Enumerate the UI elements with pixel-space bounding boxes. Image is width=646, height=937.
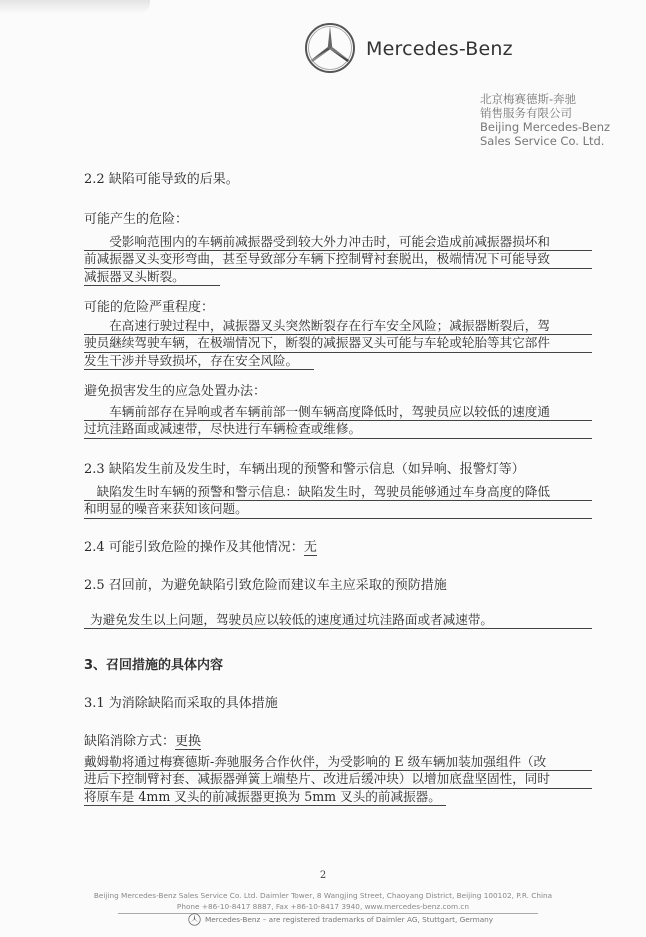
- measure-line: 进后下控制臂衬套、减振器弹簧上端垫片、改进后缓冲块）以增加底盘坚固性，同时: [84, 771, 592, 788]
- prevent-paragraph: [84, 612, 592, 629]
- footer-trademark: Mercedes-Benz – are registered trademarks of Daimler AG, Stuttgart, Germany: [205, 915, 494, 924]
- company-line: 北京梅赛德斯-奔驰: [480, 92, 577, 106]
- footer-trademark-row: [188, 913, 493, 926]
- prevent-line: 为避免发生以上问题，驾驶员应以较低的速度通过坑洼路面或者减速带。: [84, 612, 592, 629]
- page-corner-shadow: [0, 0, 150, 14]
- mercedes-star-small-icon: [188, 913, 201, 926]
- emergency-label: 避免损害发生的应急处置办法：: [84, 384, 267, 399]
- risk-line: 受影响范围内的车辆前减振器受到较大外力冲击时，可能会造成前减振器损坏和: [84, 234, 592, 251]
- warning-line: 缺陷发生时车辆的预警和警示信息：缺陷发生时，驾驶员能够通过车身高度的降低: [84, 484, 592, 501]
- risk-paragraph: [84, 234, 592, 286]
- footer-contact: Phone +86-10-8417 8887, Fax +86-10-8417 3940, www.mercedes-benz.com.cn: [176, 902, 470, 911]
- page-number: 2: [319, 870, 327, 881]
- method-label: 缺陷消除方式：: [84, 734, 176, 749]
- emergency-line: 过坑洼路面或减速带，尽快进行车辆检查或维修。: [84, 421, 592, 438]
- section-3-heading: 3、召回措施的具体内容: [84, 658, 224, 673]
- risk-line: 减振器叉头断裂。: [84, 269, 220, 286]
- section-2-3-heading: 2.3 缺陷发生前及发生时，车辆出现的预警和警示信息（如异响、报警灯等）: [84, 462, 525, 477]
- mercedes-star-logo-icon: [304, 22, 356, 74]
- section-2-4-value: 无: [303, 540, 317, 555]
- footer-address-block: [0, 890, 646, 912]
- severity-paragraph: [84, 318, 592, 370]
- emergency-paragraph: [84, 404, 592, 439]
- company-line: 销售服务有限公司: [480, 106, 572, 120]
- measure-line: 将原车是 4mm 叉头的前减振器更换为 5mm 叉头的前减振器。: [84, 789, 446, 806]
- company-line: Sales Service Co. Ltd.: [480, 134, 605, 148]
- company-line: Beijing Mercedes-Benz: [480, 120, 611, 134]
- company-name-block: [480, 92, 610, 148]
- brand-name: Mercedes-Benz: [366, 38, 513, 60]
- severity-line: 发生干涉并导致损坏，存在安全风险。: [84, 353, 314, 370]
- risk-label: 可能产生的危险：: [84, 212, 189, 227]
- warning-paragraph: [84, 484, 592, 519]
- measure-paragraph: [84, 754, 592, 806]
- emergency-line: 车辆前部存在异响或者车辆前部一侧车辆高度降低时，驾驶员应以较低的速度通: [84, 404, 592, 421]
- measure-line: 戴姆勒将通过梅赛德斯-奔驰服务合作伙伴，为受影响的 E 级车辆加装加强组件（改: [84, 754, 592, 771]
- section-2-5-heading: 2.5 召回前，为避免缺陷引致危险而建议车主应采取的预防措施: [84, 578, 447, 593]
- method-line: [84, 730, 201, 749]
- warning-line: 和明显的噪音来获知该问题。: [84, 501, 592, 518]
- section-3-1-heading: 3.1 为消除缺陷而采取的具体措施: [84, 696, 278, 711]
- severity-line: 驶员継续驾驶车辆，在极端情况下，断裂的减振器叉头可能与车轮或轮胎等其它部件: [84, 335, 592, 352]
- footer-address: Beijing Mercedes-Benz Sales Service Co. Ltd. Daimler Tower, 8 Wangjing Street, Chaoyang District, Beijing 100102, P.R. China: [93, 891, 553, 900]
- method-value: 更换: [175, 734, 202, 749]
- severity-label: 可能的危险严重程度：: [84, 300, 215, 315]
- risk-line: 前减振器叉头变形弯曲，甚至导致部分车辆下控制臂衬套脱出，极端情况下可能导致: [84, 251, 592, 268]
- section-2-4-heading: [84, 536, 317, 555]
- severity-line: 在高速行驶过程中，减振器叉头突然断裂存在行车安全风险；减振器断裂后，驾: [84, 318, 592, 335]
- section-2-4-label: 2.4 可能引致危险的操作及其他情况：: [84, 540, 304, 555]
- section-2-2-heading: 2.2 缺陷可能导致的后果。: [84, 172, 239, 187]
